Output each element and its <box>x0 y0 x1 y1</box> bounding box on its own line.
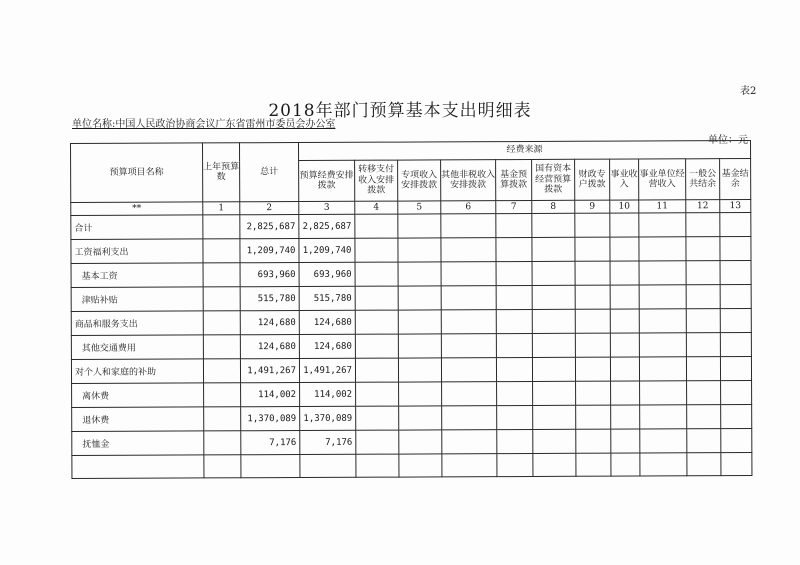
row-source-cell <box>532 285 575 309</box>
row-item-name: 津贴补贴 <box>71 287 203 312</box>
header-source: 基金结余 <box>720 159 751 200</box>
row-source-cell <box>640 405 687 429</box>
row-source-cell <box>576 429 611 453</box>
row-source-cell <box>399 430 442 454</box>
row-source-cell <box>441 310 496 334</box>
row-source-cell <box>576 405 611 429</box>
index-cell: 6 <box>441 201 496 214</box>
currency-unit: 单位：元 <box>708 135 748 146</box>
index-cell: ** <box>71 202 203 216</box>
row-total: 7,176 <box>241 431 300 455</box>
table-row <box>71 213 751 240</box>
empty-cell <box>611 453 640 476</box>
row-source-cell <box>721 429 752 453</box>
row-source-cell <box>441 334 496 358</box>
header-prev-year: 上年预算数 <box>203 143 240 202</box>
row-source-cell <box>533 405 576 429</box>
row-total: 1,491,267 <box>240 359 299 383</box>
table-row <box>71 309 751 336</box>
row-source-cell <box>399 382 442 406</box>
row-source-cell <box>497 429 533 453</box>
table-body <box>71 213 752 479</box>
row-source-cell <box>398 310 441 334</box>
row-total: 1,209,740 <box>240 239 299 263</box>
row-source-cell <box>398 262 441 286</box>
row-source-cell <box>441 358 496 382</box>
row-source-cell <box>496 357 532 381</box>
row-source-cell <box>496 237 532 261</box>
row-item-name: 合计 <box>71 215 203 240</box>
row-prev-year <box>203 287 240 311</box>
row-source-cell <box>532 237 575 261</box>
row-item-name: 基本工资 <box>71 263 203 288</box>
index-cell: 8 <box>532 200 575 213</box>
index-cell: 13 <box>720 200 751 213</box>
empty-cell <box>72 455 204 479</box>
empty-cell <box>204 455 241 478</box>
row-source-cell <box>640 381 687 405</box>
row-item-name: 商品和服务支出 <box>71 311 203 336</box>
row-source-cell <box>496 333 532 357</box>
row-source-cell <box>356 382 399 406</box>
row-source-cell <box>611 429 640 453</box>
row-total: 515,780 <box>240 287 299 311</box>
row-source-cell <box>533 429 576 453</box>
row-source-cell <box>575 237 610 261</box>
row-source-cell <box>532 309 575 333</box>
row-source-cell <box>533 381 576 405</box>
table-row <box>72 381 752 408</box>
row-source-cell <box>610 285 639 309</box>
row-arranged-funding: 7,176 <box>300 430 356 454</box>
table-row <box>71 285 751 312</box>
unit-name-label: 单位名称: <box>72 119 116 130</box>
row-source-cell <box>398 358 441 382</box>
row-source-cell <box>442 382 497 406</box>
row-source-cell <box>575 357 610 381</box>
row-arranged-funding: 515,780 <box>299 286 355 310</box>
row-item-name: 工资福利支出 <box>71 239 203 264</box>
row-source-cell <box>720 285 751 309</box>
row-source-cell <box>355 238 398 262</box>
row-source-cell <box>639 285 686 309</box>
row-source-cell <box>576 381 611 405</box>
row-source-cell <box>639 333 686 357</box>
table-row-blank <box>72 453 752 479</box>
row-source-cell <box>355 334 398 358</box>
row-source-cell <box>497 405 533 429</box>
row-source-cell <box>639 357 686 381</box>
header-source: 预算经费安排拨款 <box>299 160 355 201</box>
header-source: 国有资本经营预算拨款 <box>532 159 575 200</box>
header-source: 事业收入 <box>610 159 639 200</box>
row-source-cell <box>610 237 639 261</box>
row-prev-year <box>204 431 241 455</box>
row-prev-year <box>203 215 240 239</box>
row-source-cell <box>497 381 533 405</box>
row-source-cell <box>640 429 687 453</box>
budget-table <box>70 140 753 479</box>
table-row <box>72 429 752 456</box>
row-source-cell <box>610 333 639 357</box>
table-row <box>71 237 751 264</box>
row-prev-year <box>203 311 240 335</box>
row-arranged-funding: 2,825,687 <box>299 214 355 238</box>
empty-cell <box>687 453 721 476</box>
row-item-name: 对个人和家庭的补助 <box>71 359 203 384</box>
header-source: 转移支付收入安排拨款 <box>355 160 398 201</box>
header-item-name: 预算项目名称 <box>71 143 203 203</box>
empty-cell <box>399 454 442 477</box>
empty-cell <box>241 455 300 478</box>
row-source-cell <box>441 286 496 310</box>
empty-cell <box>721 453 752 476</box>
row-source-cell <box>721 405 752 429</box>
row-source-cell <box>721 381 752 405</box>
row-source-cell <box>575 213 610 237</box>
unit-name-line <box>72 115 335 130</box>
row-arranged-funding: 693,960 <box>299 262 355 286</box>
empty-cell <box>442 454 497 477</box>
index-cell: 7 <box>496 200 532 213</box>
row-source-cell <box>720 213 751 237</box>
row-source-cell <box>575 333 610 357</box>
row-source-cell <box>686 213 720 237</box>
row-source-cell <box>532 213 575 237</box>
row-source-cell <box>720 237 751 261</box>
row-arranged-funding: 1,370,089 <box>300 406 356 430</box>
row-source-cell <box>496 285 532 309</box>
row-source-cell <box>575 285 610 309</box>
row-source-cell <box>398 238 441 262</box>
row-source-cell <box>720 261 751 285</box>
row-item-name: 离休费 <box>72 383 204 408</box>
row-source-cell <box>610 309 639 333</box>
row-source-cell <box>442 430 497 454</box>
empty-cell <box>640 453 687 476</box>
row-item-name: 抚恤金 <box>72 431 204 456</box>
row-source-cell <box>639 309 686 333</box>
row-source-cell <box>686 309 720 333</box>
header-source: 一般公共结余 <box>686 159 720 200</box>
empty-cell <box>497 453 533 476</box>
table-row <box>71 261 751 288</box>
row-source-cell <box>532 333 575 357</box>
row-source-cell <box>687 405 721 429</box>
row-total: 2,825,687 <box>240 215 299 239</box>
row-source-cell <box>356 430 399 454</box>
row-item-name: 退休费 <box>72 407 204 432</box>
row-arranged-funding: 114,002 <box>300 382 356 406</box>
row-prev-year <box>203 359 240 383</box>
row-source-cell <box>496 261 532 285</box>
empty-cell <box>576 453 611 476</box>
empty-cell <box>300 454 356 477</box>
row-source-cell <box>496 309 532 333</box>
row-prev-year <box>203 335 240 359</box>
row-source-cell <box>399 406 442 430</box>
row-source-cell <box>532 357 575 381</box>
row-source-cell <box>687 381 721 405</box>
header-source: 财政专户拨款 <box>575 159 610 200</box>
row-source-cell <box>686 237 720 261</box>
row-item-name: 其他交通费用 <box>71 335 203 360</box>
row-prev-year <box>203 239 240 263</box>
row-source-cell <box>355 310 398 334</box>
row-source-cell <box>611 405 640 429</box>
row-prev-year <box>203 263 240 287</box>
index-cell: 9 <box>575 200 610 213</box>
row-arranged-funding: 1,209,740 <box>299 238 355 262</box>
row-source-cell <box>355 262 398 286</box>
row-source-cell <box>639 261 686 285</box>
row-source-cell <box>610 213 639 237</box>
index-cell: 11 <box>639 200 686 213</box>
row-prev-year <box>204 407 241 431</box>
row-source-cell <box>398 286 441 310</box>
row-source-cell <box>686 357 720 381</box>
index-cell: 3 <box>299 201 355 214</box>
row-source-cell <box>575 309 610 333</box>
row-source-cell <box>720 357 751 381</box>
row-source-cell <box>496 213 532 237</box>
empty-cell <box>356 454 399 477</box>
row-source-cell <box>355 286 398 310</box>
table-row <box>72 405 752 432</box>
table-number-label: 表2 <box>740 86 757 97</box>
row-source-cell <box>441 214 496 238</box>
row-arranged-funding: 124,680 <box>299 310 355 334</box>
row-source-cell <box>442 406 497 430</box>
row-total: 693,960 <box>240 263 299 287</box>
row-source-cell <box>639 237 686 261</box>
row-source-cell <box>575 261 610 285</box>
row-source-cell <box>398 214 441 238</box>
header-funding-source: 经费来源 <box>299 141 751 161</box>
row-total: 1,370,089 <box>241 407 300 431</box>
row-source-cell <box>610 357 639 381</box>
row-source-cell <box>356 406 399 430</box>
row-total: 124,680 <box>240 335 299 359</box>
row-source-cell <box>686 261 720 285</box>
index-cell: 12 <box>686 200 720 213</box>
table-row <box>71 357 751 384</box>
header-source: 专项收入安排拨款 <box>398 160 441 201</box>
table-row <box>71 333 751 360</box>
row-arranged-funding: 1,491,267 <box>299 358 355 382</box>
index-cell: 10 <box>610 200 639 213</box>
row-source-cell <box>686 333 720 357</box>
row-source-cell <box>398 334 441 358</box>
index-cell: 4 <box>355 201 398 214</box>
row-total: 124,680 <box>240 311 299 335</box>
row-source-cell <box>355 358 398 382</box>
row-source-cell <box>611 381 640 405</box>
row-source-cell <box>441 238 496 262</box>
row-source-cell <box>687 429 721 453</box>
page-title: 2018年部门预算基本支出明细表 <box>268 101 532 121</box>
empty-cell <box>533 453 576 476</box>
row-source-cell <box>639 213 686 237</box>
row-total: 114,002 <box>241 383 300 407</box>
row-source-cell <box>355 214 398 238</box>
index-cell: 2 <box>240 202 299 215</box>
unit-name-value: 中国人民政治协商会议广东省雷州市委员会办公室 <box>115 119 336 130</box>
row-source-cell <box>720 333 751 357</box>
index-cell: 1 <box>203 202 240 215</box>
header-source: 事业单位经营收入 <box>639 159 686 200</box>
row-source-cell <box>441 262 496 286</box>
header-total: 总计 <box>240 143 299 202</box>
row-prev-year <box>204 383 241 407</box>
index-cell: 5 <box>398 201 441 214</box>
row-arranged-funding: 124,680 <box>299 334 355 358</box>
header-source: 其他非税收入安排拨款 <box>441 160 496 201</box>
row-source-cell <box>720 309 751 333</box>
row-source-cell <box>610 261 639 285</box>
row-source-cell <box>532 261 575 285</box>
row-source-cell <box>686 285 720 309</box>
header-source: 基金预算拨款 <box>496 159 532 200</box>
